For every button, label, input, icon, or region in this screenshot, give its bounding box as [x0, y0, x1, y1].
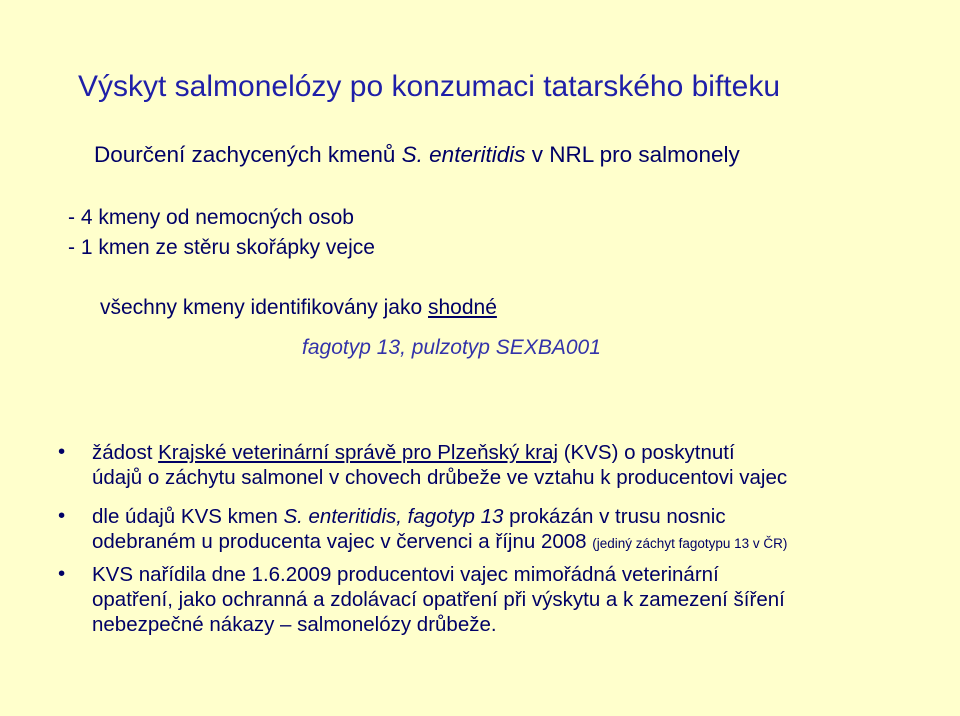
- bullet-2-line-2: [92, 529, 787, 556]
- subtitle-pre: Dourčení zachycených kmenů: [94, 142, 402, 167]
- bullet-2: [58, 504, 788, 556]
- bullet-3-line-3: nebezpečné nákazy – salmonelózy drůbeže.: [92, 613, 497, 636]
- dash-item-1: - 4 kmeny od nemocných osob: [68, 206, 354, 229]
- kvs-link-text: Krajské veterinární správě pro Plzeňský kraj: [158, 441, 559, 464]
- dash-item-2: - 1 kmen ze stěru skořápky vejce: [68, 236, 375, 259]
- bullet-2-note: (jediný záchyt fagotypu 13 v ČR): [592, 536, 788, 551]
- bullet-2-pre: dle údajů KVS kmen: [92, 505, 284, 528]
- subtitle: [94, 142, 740, 168]
- bullet-1-post: (KVS) o poskytnutí: [558, 441, 735, 464]
- identified-line: [100, 296, 497, 320]
- bullet-3-line-2: opatření, jako ochranná a zdolávací opatření při výskytu a k zamezení šíření: [92, 588, 785, 611]
- subtitle-species: S. enteritidis: [401, 142, 526, 167]
- identified-underlined: shodné: [428, 296, 497, 319]
- phage-type: fagotyp 13, pulzotyp SEXBA001: [302, 336, 601, 359]
- bullet-1: [58, 440, 788, 490]
- bullet-3: [58, 562, 785, 637]
- bullet-1-line-2: údajů o záchytu salmonel v chovech drůbeže ve vztahu k producentovi vajec: [92, 466, 788, 489]
- bullet-2-italic: S. enteritidis, fagotyp 13: [283, 505, 504, 528]
- bullet-2-line-1: [92, 504, 787, 529]
- bullet-1-pre: žádost: [92, 441, 159, 464]
- bullet-2-main: odebraném u producenta vajec v červenci a říjnu 2008: [92, 530, 593, 553]
- bullet-dot: •: [58, 440, 66, 463]
- slide-title: Výskyt salmonelózy po konzumaci tatarského bifteku: [78, 70, 780, 103]
- subtitle-post: v NRL pro salmonely: [525, 142, 740, 167]
- bullet-dot: •: [58, 562, 66, 585]
- bullet-1-line-1: [92, 440, 787, 465]
- identified-pre: všechny kmeny identifikovány jako: [100, 296, 428, 319]
- bullet-dot: •: [58, 504, 66, 527]
- bullet-2-post: prokázán v trusu nosnic: [503, 505, 726, 528]
- bullet-3-line-1: KVS nařídila dne 1.6.2009 producentovi vajec mimořádná veterinární: [92, 563, 719, 586]
